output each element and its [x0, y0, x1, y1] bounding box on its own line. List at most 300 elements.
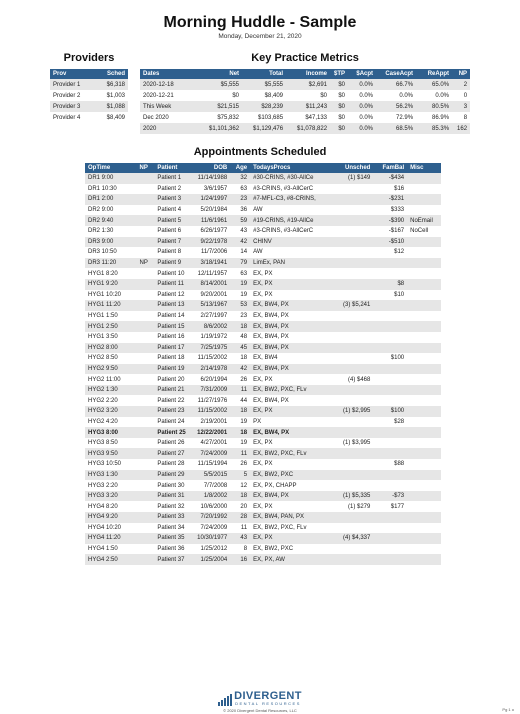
appointment-row-cell: HYG4 10:20	[88, 524, 122, 531]
metrics-row-cell: 0.0%	[399, 92, 414, 99]
appointment-row-cell	[373, 374, 407, 385]
appointment-row-cell	[137, 501, 155, 512]
appointment-row-cell: 11/6/1961	[192, 215, 230, 226]
appointment-row	[85, 268, 441, 279]
appointment-row-cell	[407, 374, 441, 385]
metrics-row-cell: $1,129,476	[242, 123, 286, 134]
appointment-row-cell	[332, 459, 374, 470]
appointments-section	[0, 163, 520, 565]
appointment-row-cell: EX, BW4, PX	[250, 491, 332, 502]
appointment-row-cell: DR3 10:50	[88, 249, 117, 256]
appointment-row-cell: #7-MFL-C3, #8-CRINS,	[250, 194, 332, 205]
appointment-row-cell: 53	[230, 300, 250, 311]
appointment-row-cell	[332, 226, 374, 237]
appointment-row-cell	[332, 311, 374, 322]
appointment-row	[85, 470, 441, 481]
appointment-row-cell: -$510	[373, 237, 407, 248]
appointment-row-cell	[332, 395, 374, 406]
appointment-row-cell: 18	[230, 321, 250, 332]
metrics-row-cell: $0	[330, 101, 348, 112]
appointment-row-cell: HYG3 2:20	[88, 482, 118, 489]
appointment-row-cell	[373, 311, 407, 322]
appointment-row-cell: Patient 8	[157, 249, 182, 256]
appointment-row-cell: $100	[373, 406, 407, 417]
appointment-row-cell: (3) $5,241	[332, 300, 374, 311]
appointment-row-cell: EX, PX	[253, 440, 273, 447]
metrics-row-cell: $11,243	[286, 101, 330, 112]
appointment-row-cell	[407, 554, 441, 565]
appointment-row-cell: Patient 30	[157, 482, 185, 489]
appointment-row-cell: 8/6/2002	[192, 321, 230, 332]
appointment-row-cell: 11/15/2002	[197, 355, 228, 362]
appointment-row	[85, 385, 441, 396]
appointment-row-cell: 4/27/2001	[200, 440, 228, 447]
providers-table	[50, 69, 128, 123]
appointment-row-cell: Patient 11	[154, 279, 192, 290]
appointment-row-cell	[373, 438, 407, 449]
appointment-row-cell: Patient 32	[157, 503, 185, 510]
metrics-row-cell: 2020	[140, 123, 206, 134]
appointment-row-cell: 11/15/2002	[192, 406, 230, 417]
appointment-row-cell: Patient 19	[154, 364, 192, 375]
appointment-row-cell	[137, 533, 155, 544]
appointment-row-cell: EX, BW2, PXC	[253, 546, 294, 553]
metrics-row-cell: 2	[452, 79, 470, 90]
appointment-row-cell: Patient 4	[157, 207, 182, 214]
appointment-row-cell: 11	[230, 385, 250, 396]
appointment-row-cell: Patient 33	[154, 512, 192, 523]
providers-row-cell: $6,318	[95, 79, 128, 90]
appointment-row-cell: 36	[240, 207, 248, 214]
providers-title: Providers	[63, 52, 115, 64]
providers-row	[50, 90, 128, 101]
appointment-row	[85, 184, 441, 195]
appointment-row-cell	[332, 470, 374, 481]
appointment-row-cell: 11/27/1976	[197, 397, 228, 404]
appointment-row	[85, 554, 441, 565]
appointment-row	[85, 247, 441, 258]
metrics-row-cell: This Week	[140, 101, 206, 112]
appointment-row	[85, 491, 441, 502]
appointment-row-cell: HYG1 1:50	[88, 313, 118, 320]
appointment-row-cell: Patient 15	[154, 321, 192, 332]
appointment-row-cell: EX, BW4, PX	[253, 313, 289, 320]
metrics-col-tp: $TP	[330, 69, 348, 79]
appointment-row-cell: 63	[240, 270, 248, 277]
metrics-row-cell: $5,555	[242, 79, 286, 90]
appointment-row-cell: 12/11/1957	[197, 270, 228, 277]
providers-row-cell: Provider 3	[50, 101, 95, 112]
appointment-row-cell	[137, 480, 155, 491]
appointment-row-cell	[137, 184, 155, 195]
metrics-row-cell: 0.0%	[348, 123, 376, 134]
appointment-row-cell: 59	[230, 215, 250, 226]
appointment-row-cell: (1) $279	[347, 503, 371, 510]
appointment-row-cell	[407, 290, 441, 301]
metrics-row-cell: $75,832	[217, 114, 240, 121]
appointment-row-cell: 9/20/2001	[200, 291, 228, 298]
appointment-row-cell	[407, 258, 441, 269]
metrics-row-cell: 68.5%	[376, 123, 416, 134]
appointment-row-cell	[332, 247, 374, 258]
appointment-row-cell: Patient 20	[157, 376, 185, 383]
appointment-row-cell: (1) $2,995	[332, 406, 374, 417]
appointment-row-cell	[137, 395, 155, 406]
metrics-row-cell: $47,133	[305, 114, 328, 121]
appointment-row-cell	[407, 406, 441, 417]
metrics-title: Key Practice Metrics	[251, 52, 359, 64]
appointment-row-cell	[137, 173, 155, 184]
metrics-row-cell: 8	[463, 114, 468, 121]
appointment-row-cell: 43	[240, 228, 248, 235]
appointment-row-cell: EX, PX, AW	[250, 554, 332, 565]
appointment-row-cell: 42	[230, 237, 250, 248]
appointment-row-cell: 18	[240, 355, 248, 362]
appointment-row-cell	[407, 353, 441, 364]
appointment-row-cell	[137, 523, 155, 534]
appointment-row-cell: Patient 35	[154, 533, 192, 544]
appointment-row-cell: 5/13/1967	[192, 300, 230, 311]
metrics-row	[140, 79, 470, 90]
appointment-row-cell	[137, 470, 155, 481]
appointment-row-cell	[407, 448, 441, 459]
appointment-row-cell: 16	[230, 554, 250, 565]
appointment-row-cell	[332, 353, 374, 364]
appointment-row-cell: Patient 25	[154, 427, 192, 438]
appointment-row-cell: $16	[394, 185, 405, 192]
appointment-row-cell: HYG3 8:00	[85, 427, 137, 438]
appointment-row-cell: -$434	[373, 173, 407, 184]
appointment-row-cell: 5	[230, 470, 250, 481]
providers-row	[50, 79, 128, 90]
appointment-row-cell	[137, 279, 155, 290]
appointment-row-cell: PX	[253, 418, 262, 425]
providers-header-row	[50, 69, 128, 79]
appointment-row-cell: 7/24/2009	[200, 524, 228, 531]
appointment-row	[85, 438, 441, 449]
providers-row-cell: Provider 1	[50, 79, 95, 90]
appointment-row-cell	[332, 364, 374, 375]
metrics-row-cell: $21,515	[206, 101, 242, 112]
providers-col-prov: Prov	[50, 69, 95, 79]
appointment-row-cell	[332, 480, 374, 491]
appointment-row-cell	[137, 300, 155, 311]
appointment-row-cell	[137, 427, 155, 438]
appointment-row-cell: Patient 12	[157, 291, 185, 298]
metrics-row-cell: 86.9%	[432, 114, 450, 121]
appointment-row-cell	[137, 374, 155, 385]
appointment-row-cell: $8	[373, 279, 407, 290]
appointment-row-cell: HYG3 8:50	[88, 440, 118, 447]
appointment-row-cell	[407, 321, 441, 332]
appointment-row-cell: 45	[230, 343, 250, 354]
appointments-body	[85, 173, 441, 565]
appointment-row-cell: -$73	[373, 491, 407, 502]
appointment-row-cell	[373, 554, 407, 565]
appointment-row-cell	[407, 332, 441, 343]
appointment-row-cell	[407, 501, 441, 512]
metrics-row-cell: $5,555	[206, 79, 242, 90]
appointment-row-cell: -$167	[388, 228, 405, 235]
appointment-row-cell: DR2 9:40	[85, 215, 137, 226]
appointment-row-cell	[373, 448, 407, 459]
appointment-row-cell	[137, 364, 155, 375]
appointment-row-cell: 19	[230, 279, 250, 290]
appointment-row-cell: 20	[240, 503, 248, 510]
appointment-row-cell	[407, 417, 441, 428]
appointment-row-cell: 18	[230, 491, 250, 502]
appointment-row-cell	[137, 290, 155, 301]
appointment-row	[85, 374, 441, 385]
appointment-row-cell: HYG2 8:00	[85, 343, 137, 354]
logo-tagline: DENTAL RESOURCES	[235, 701, 301, 706]
appointment-row-cell: $88	[394, 461, 405, 468]
appointment-row-cell: 11	[240, 524, 248, 531]
appointment-row-cell	[332, 417, 374, 428]
appointment-row	[85, 332, 441, 343]
appointment-row-cell: 6/26/1977	[200, 228, 228, 235]
appointment-row-cell: 19	[240, 418, 248, 425]
appointment-row-cell: Patient 7	[154, 237, 192, 248]
appointment-row-cell	[373, 343, 407, 354]
metrics-body	[140, 79, 470, 134]
appointment-row	[85, 258, 441, 269]
appointment-row-cell: Patient 31	[154, 491, 192, 502]
appointment-row-cell: Patient 16	[157, 334, 185, 341]
appointment-row-cell	[332, 512, 374, 523]
appointment-row-cell: Patient 37	[154, 554, 192, 565]
metrics-row-cell: 0.0%	[359, 114, 374, 121]
appointment-row-cell	[373, 544, 407, 555]
appointment-row-cell	[137, 406, 155, 417]
appointment-row-cell: 26	[240, 461, 248, 468]
appt-col-np: NP	[137, 163, 155, 173]
metrics-row-cell: $0	[330, 123, 348, 134]
metrics-row-cell: $0	[232, 92, 240, 99]
appointment-row-cell: 12	[240, 482, 248, 489]
metrics-row	[140, 123, 470, 134]
appointment-row-cell: HYG1 3:50	[88, 334, 118, 341]
appointments-title: Appointments Scheduled	[193, 146, 327, 158]
appointment-row-cell: 26	[240, 376, 248, 383]
appointment-row-cell: DR2 9:00	[88, 207, 114, 214]
appointment-row-cell: EX, BW2, PXC, FLv	[250, 385, 332, 396]
metrics-row-cell: $8,409	[264, 92, 284, 99]
appointment-row-cell: 63	[240, 185, 248, 192]
metrics-row-cell: Dec 2020	[143, 114, 169, 121]
logo-name: DIVERGENT	[234, 690, 302, 702]
appointment-row-cell: 19	[240, 291, 248, 298]
appointment-row-cell	[332, 523, 374, 534]
appointment-row-cell: #30-CRINS, #30-AllCe	[250, 173, 332, 184]
appointment-row-cell: Patient 29	[154, 470, 192, 481]
appointment-row-cell	[137, 491, 155, 502]
appointment-row-cell	[332, 385, 374, 396]
summary-section	[0, 52, 520, 134]
appointment-row	[85, 480, 441, 491]
appointment-row-cell	[332, 343, 374, 354]
appointment-row-cell: Patient 17	[154, 343, 192, 354]
appointment-row-cell: Patient 22	[157, 397, 185, 404]
copyright-text: © 2020 Divergent Dental Resources, LLC	[223, 708, 297, 713]
appt-col-age: Age	[230, 163, 250, 173]
appt-col-patient: Patient	[154, 163, 192, 173]
appointment-row-cell	[137, 321, 155, 332]
appointment-row-cell: $333	[390, 207, 405, 214]
appointment-row-cell: Patient 9	[154, 258, 192, 269]
appointment-row-cell: NP	[137, 258, 155, 269]
appointment-row-cell	[373, 480, 407, 491]
appointment-row-cell: Patient 2	[157, 185, 182, 192]
appointment-row	[85, 279, 441, 290]
appointment-row-cell: 1/8/2002	[192, 491, 230, 502]
metrics-row-cell: $28,239	[242, 101, 286, 112]
appointment-row-cell	[373, 268, 407, 279]
appointment-row	[85, 237, 441, 248]
appointment-row-cell: HYG4 1:50	[88, 546, 118, 553]
appointment-row-cell: EX, PX	[250, 279, 332, 290]
metrics-col-reappt: ReAppt	[416, 69, 452, 79]
appointment-row-cell: HYG3 3:20	[85, 491, 137, 502]
metrics-row-cell: $0	[330, 79, 348, 90]
appointment-row-cell	[407, 311, 441, 322]
appointment-row-cell: 32	[230, 173, 250, 184]
appointment-row-cell	[137, 226, 155, 237]
appointment-row-cell: (4) $468	[347, 376, 371, 383]
appointment-row-cell	[332, 290, 374, 301]
appointment-row-cell: HYG2 4:20	[88, 418, 118, 425]
appointment-row-cell: 7/31/2009	[192, 385, 230, 396]
appointment-row-cell	[373, 258, 407, 269]
appointment-row-cell: 11/14/1988	[192, 173, 230, 184]
appointment-row	[85, 512, 441, 523]
appointment-row-cell	[332, 448, 374, 459]
appointment-row-cell: DR2 1:30	[88, 228, 114, 235]
metrics-col-net: Net	[206, 69, 242, 79]
metrics-table	[140, 69, 470, 134]
metrics-row-cell: 56.2%	[376, 101, 416, 112]
appointment-row-cell: EX, BW4, PX	[250, 343, 332, 354]
appointment-row-cell: HYG2 2:20	[88, 397, 118, 404]
appointment-row-cell: 7/7/2008	[203, 482, 228, 489]
appointment-row-cell: HYG1 9:20	[85, 279, 137, 290]
appointment-row-cell: 44	[240, 397, 248, 404]
appointment-row-cell: 7/25/1975	[192, 343, 230, 354]
appointment-row	[85, 290, 441, 301]
appointment-row-cell: Patient 28	[157, 461, 185, 468]
appointment-row-cell: 43	[230, 533, 250, 544]
appointment-row-cell: EX, BW4	[253, 355, 278, 362]
providers-row	[50, 112, 128, 123]
metrics-row	[140, 90, 470, 101]
metrics-row-cell: $103,685	[258, 114, 284, 121]
metrics-row-cell: 0.0%	[435, 92, 450, 99]
appointment-row	[85, 311, 441, 322]
appointment-row-cell	[407, 343, 441, 354]
metrics-row-cell: $1,078,822	[286, 123, 330, 134]
metrics-section	[140, 52, 470, 134]
appointments-header-row	[85, 163, 441, 173]
appointment-row	[85, 300, 441, 311]
metrics-row-cell: $0	[320, 92, 328, 99]
appointment-row-cell: HYG1 8:20	[88, 270, 118, 277]
appointment-row-cell	[137, 448, 155, 459]
appt-col-dob: DOB	[192, 163, 230, 173]
appointment-row-cell	[407, 544, 441, 555]
metrics-row-cell: $2,691	[286, 79, 330, 90]
appointment-row-cell	[407, 184, 441, 195]
appointment-row	[85, 523, 441, 534]
appointment-row-cell	[407, 300, 441, 311]
appointment-row	[85, 364, 441, 375]
metrics-row-cell: 3	[452, 101, 470, 112]
appointment-row-cell	[373, 512, 407, 523]
appointment-row-cell: 3/18/1941	[192, 258, 230, 269]
appointment-row-cell: HYG3 10:50	[88, 461, 122, 468]
appointment-row-cell: DR3 9:00	[85, 237, 137, 248]
appointment-row-cell: LimEx, PAN	[250, 258, 332, 269]
appointment-row-cell: $12	[394, 249, 405, 256]
appointment-row-cell	[332, 321, 374, 332]
appointment-row-cell	[137, 205, 155, 216]
appointment-row-cell	[332, 279, 374, 290]
providers-row-cell: Provider 2	[53, 92, 81, 99]
appointment-row-cell: #19-CRINS, #19-AllCe	[250, 215, 332, 226]
metrics-row-cell: $0	[338, 114, 346, 121]
appointment-row-cell: 7/20/1992	[192, 512, 230, 523]
appointment-row	[85, 395, 441, 406]
appointment-row-cell: Patient 5	[154, 215, 192, 226]
appointment-row-cell: 79	[230, 258, 250, 269]
appointment-row-cell: EX, BW2, PXC, FLv	[253, 524, 307, 531]
appointment-row-cell	[332, 205, 374, 216]
appointment-row-cell: EX, PX	[250, 406, 332, 417]
appointment-row-cell: 2/19/2001	[200, 418, 228, 425]
appointment-row-cell: EX, PX	[253, 461, 273, 468]
appointment-row-cell: 5/5/2015	[192, 470, 230, 481]
appointment-row-cell	[407, 395, 441, 406]
appointment-row-cell	[373, 300, 407, 311]
appointment-row-cell: 10/6/2000	[200, 503, 228, 510]
appointment-row-cell: EX, BW4, PX	[250, 364, 332, 375]
appt-col-unsched: Unsched	[332, 163, 374, 173]
appointment-row-cell: EX, BW2, PXC	[250, 470, 332, 481]
appt-col-fambal: FamBal	[373, 163, 407, 173]
appointment-row-cell: HYG1 2:50	[85, 321, 137, 332]
appointment-row	[85, 353, 441, 364]
appointment-row	[85, 544, 441, 555]
appointment-row	[85, 417, 441, 428]
appointment-row-cell: EX, PX	[253, 376, 273, 383]
appointment-row-cell: 48	[240, 334, 248, 341]
appointment-row-cell: Patient 27	[154, 448, 192, 459]
appointment-row-cell	[137, 385, 155, 396]
appointment-row-cell: HYG4 9:20	[85, 512, 137, 523]
appointment-row	[85, 321, 441, 332]
appointment-row-cell	[407, 173, 441, 184]
appointment-row-cell: EX, BW4, PX	[253, 334, 289, 341]
appointment-row-cell	[407, 385, 441, 396]
appointment-row-cell	[407, 237, 441, 248]
appointment-row-cell	[407, 438, 441, 449]
appointment-row-cell	[407, 194, 441, 205]
appointment-row-cell: Patient 6	[157, 228, 182, 235]
appointment-row-cell: 8	[243, 546, 248, 553]
appointment-row-cell	[332, 332, 374, 343]
appt-col-optime: OpTime	[85, 163, 137, 173]
appointment-row-cell: Patient 18	[157, 355, 185, 362]
appointment-row	[85, 215, 441, 226]
